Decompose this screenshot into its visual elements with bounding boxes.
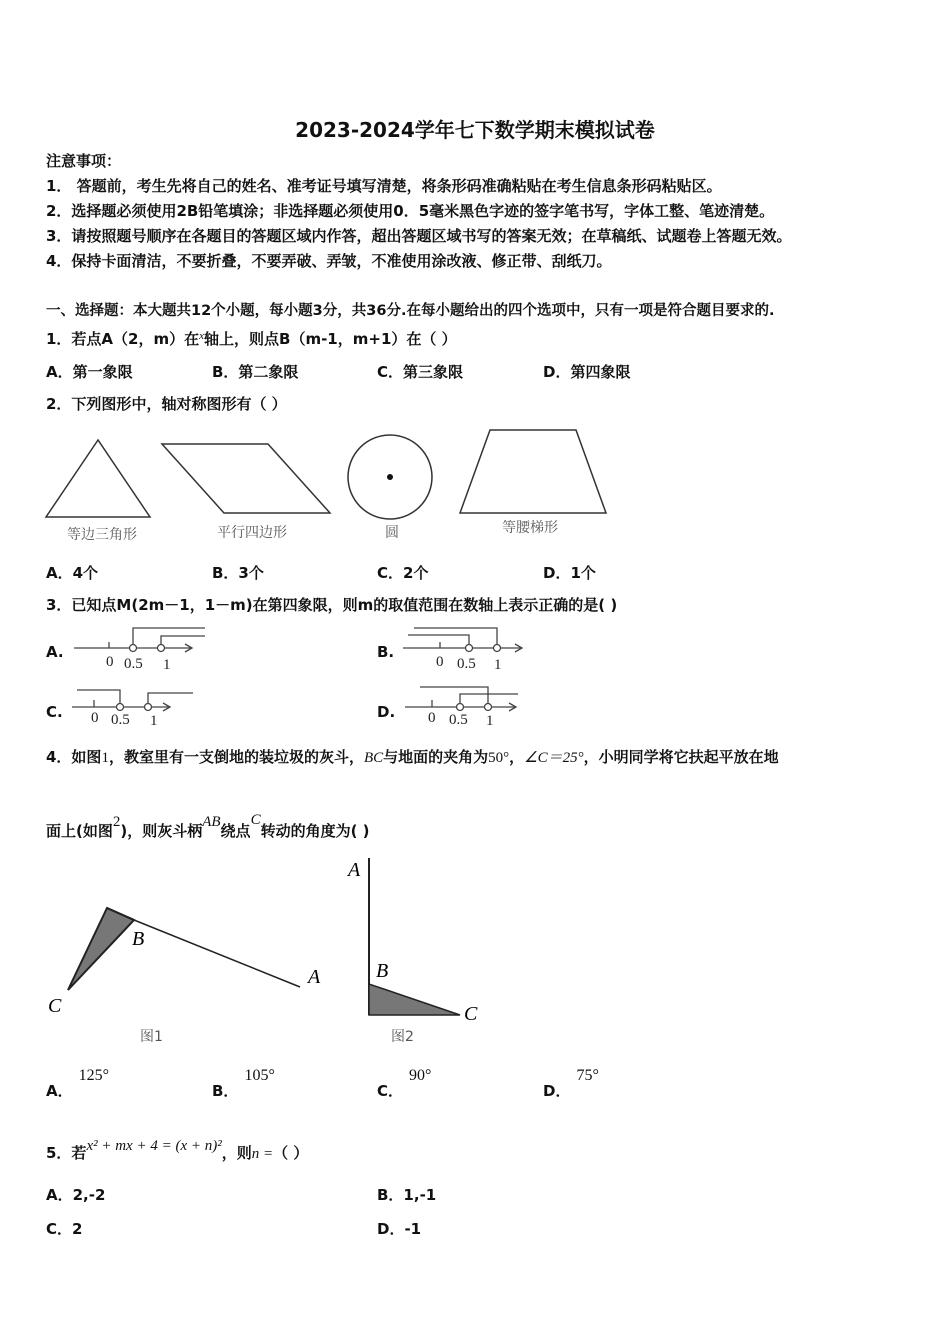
figure-label: 等边三角形	[67, 527, 137, 543]
option-value: 90°	[409, 1067, 432, 1084]
option-letter: B．	[212, 1082, 239, 1100]
q1-option-c[interactable]: C．第三象限	[377, 363, 464, 381]
question-3-stem: 3．已知点M(2m－1，1－m)在第四象限，则m的取值范围在数轴上表示正确的是( )	[46, 596, 618, 614]
q5-option-a[interactable]: A．2,-2	[46, 1186, 106, 1204]
q2-option-a[interactable]: A．4个	[46, 564, 99, 582]
tick-label: 0.5	[457, 656, 476, 672]
text: ∠C＝25°	[524, 750, 584, 766]
point-label: A	[308, 966, 321, 988]
tick-label: 0.5	[449, 712, 468, 728]
q2-option-b[interactable]: B．3个	[212, 564, 264, 582]
text: ，教室里有一支倒地的装垃圾的灰斗，	[108, 748, 364, 766]
question-5-stem	[46, 1137, 308, 1163]
text: 面上(如图	[46, 822, 113, 840]
text: ，小明同学将它扶起平放在地	[583, 748, 779, 766]
q4-option-b[interactable]	[212, 1064, 275, 1100]
q1-pre: 1．若点A（2，m）在	[46, 330, 200, 348]
q2-option-c[interactable]: C．2个	[377, 564, 429, 582]
figure-label: 等腰梯形	[502, 520, 558, 536]
option-letter: D．	[543, 1082, 571, 1100]
text: 与地面的夹角为	[383, 748, 489, 766]
q1-post: 轴上，则点B（m-1，m+1）在（ ）	[204, 330, 457, 348]
q3-option-a[interactable]: A.	[46, 643, 64, 661]
q2-option-d[interactable]: D．1个	[543, 564, 596, 582]
q1-option-d[interactable]: D．第四象限	[543, 363, 631, 381]
text: 5．若	[46, 1144, 87, 1162]
option-value: 105°	[244, 1067, 275, 1084]
point-label: A	[348, 859, 361, 881]
q4-option-a[interactable]	[46, 1064, 110, 1100]
question-2-stem: 2．下列图形中，轴对称图形有（ ）	[46, 395, 287, 413]
q1-option-b[interactable]: B．第二象限	[212, 363, 299, 381]
option-value: 125°	[78, 1067, 110, 1084]
option-value: 75°	[576, 1067, 599, 1084]
q4-option-d[interactable]	[543, 1064, 599, 1100]
text: 4．如图	[46, 748, 102, 766]
text: ，则	[221, 1144, 252, 1162]
point-label: B	[132, 928, 145, 950]
text: 2	[112, 814, 121, 830]
tick-label: 1	[150, 713, 158, 729]
q4-option-c[interactable]	[377, 1064, 432, 1100]
tick-label: 0	[428, 710, 436, 726]
option-letter: C．	[377, 1082, 404, 1100]
notice-heading: 注意事项：	[46, 152, 122, 170]
text: BC	[363, 750, 384, 766]
point-label: C	[48, 995, 62, 1017]
notice-item: 2．选择题必须使用2B铅笔填涂；非选择题必须使用0．5毫米黑色字迹的签字笔书写，字体工整、笔迹清楚。	[46, 202, 775, 220]
tick-label: 0	[436, 654, 444, 670]
figure-2	[346, 858, 478, 1045]
math-expression: x² + mx + 4 = (x + n)²	[86, 1138, 222, 1154]
text: 1	[101, 750, 109, 766]
figure-caption: 图2	[391, 1029, 414, 1045]
text: ，	[509, 748, 525, 766]
q5-option-b[interactable]: B．1,-1	[377, 1186, 437, 1204]
section-heading: 一、选择题：本大题共12个小题，每小题3分，共36分.在每小题给出的四个选项中，只有一项是符合题目要求的.	[46, 303, 775, 319]
text: AB	[202, 814, 221, 830]
figure-label: 圆	[385, 525, 399, 541]
tick-label: 0.5	[111, 712, 130, 728]
point-label: C	[464, 1003, 478, 1025]
tick-label: 0	[106, 654, 114, 670]
q5-option-d[interactable]: D．-1	[377, 1220, 422, 1238]
q1-var: x	[199, 330, 205, 342]
point-label: B	[376, 960, 389, 982]
notice-item: 3．请按照题号顺序在各题目的答题区域内作答，超出答题区域书写的答案无效；在草稿纸、试题卷上答题无效。	[46, 227, 792, 245]
tick-label: 0.5	[124, 656, 143, 672]
q3-option-d[interactable]: D.	[377, 703, 396, 721]
q5-option-c[interactable]: C．2	[46, 1220, 83, 1238]
text: （ ）	[273, 1144, 309, 1162]
q3-option-b[interactable]: B.	[377, 643, 395, 661]
text: 绕点	[220, 822, 251, 840]
figure-1	[48, 908, 321, 1045]
page-title: 2023-2024学年七下数学期末模拟试卷	[295, 118, 655, 142]
text: n =	[251, 1146, 274, 1162]
q3-option-c[interactable]: C.	[46, 703, 63, 721]
tick-label: 0	[91, 710, 99, 726]
tick-label: 1	[486, 713, 494, 729]
text: )，则灰斗柄	[120, 822, 203, 840]
q1-option-a[interactable]: A．第一象限	[46, 363, 133, 381]
figure-label: 平行四边形	[217, 525, 287, 541]
option-letter: A．	[46, 1082, 73, 1100]
notice-item: 4．保持卡面清洁，不要折叠，不要弄破、弄皱，不准使用涂改液、修正带、刮纸刀。	[46, 252, 612, 270]
text: 50°	[488, 750, 510, 766]
tick-label: 1	[163, 657, 171, 673]
figure-caption: 图1	[140, 1029, 163, 1045]
notice-item: 1． 答题前，考生先将自己的姓名、准考证号填写清楚，将条形码准确粘贴在考生信息条形码粘贴区。	[46, 177, 722, 195]
text: 转动的角度为( )	[260, 822, 370, 840]
tick-label: 1	[494, 657, 502, 673]
text: C	[250, 812, 261, 828]
